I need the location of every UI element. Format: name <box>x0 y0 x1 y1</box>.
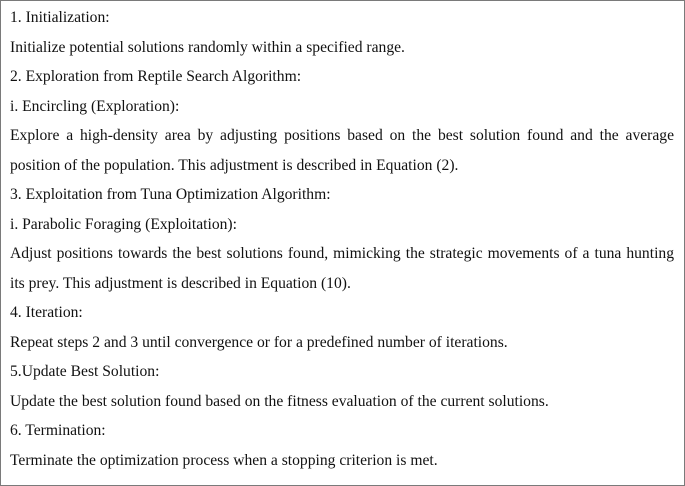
step-3-heading: 3. Exploitation from Tuna Optimization Algorithm: <box>10 186 331 203</box>
step-5-heading: 5.Update Best Solution: <box>10 363 160 380</box>
step-5-text: Update the best solution found based on the fitness evaluation of the current solutions. <box>10 392 549 410</box>
step-6-text: Terminate the optimization process when a stopping criterion is met. <box>10 451 438 469</box>
step-1-heading: 1. Initialization: <box>10 9 110 26</box>
step-4-text: Repeat steps 2 and 3 until convergence or for a predefined number of iterations. <box>10 333 508 351</box>
step-3-subheading: i. Parabolic Foraging (Exploitation): <box>10 215 237 233</box>
step-2-text: Explore a high-density area by adjusting positions based on the best solution found and the average position of the population. This adjustment is described in Equation (2). <box>10 127 674 174</box>
step-4-heading: 4. Iteration: <box>10 304 83 321</box>
step-6-heading: 6. Termination: <box>10 422 106 439</box>
step-2-heading: 2. Exploration from Reptile Search Algorithm: <box>10 68 302 85</box>
step-2-subheading: i. Encircling (Exploration): <box>10 97 180 115</box>
step-1-text: Initialize potential solutions randomly within a specified range. <box>10 38 405 56</box>
step-3-text: Adjust positions towards the best solutions found, mimicking the strategic movements of a tuna hunting its prey. This adjustment is described in Equation (10). <box>10 245 674 292</box>
